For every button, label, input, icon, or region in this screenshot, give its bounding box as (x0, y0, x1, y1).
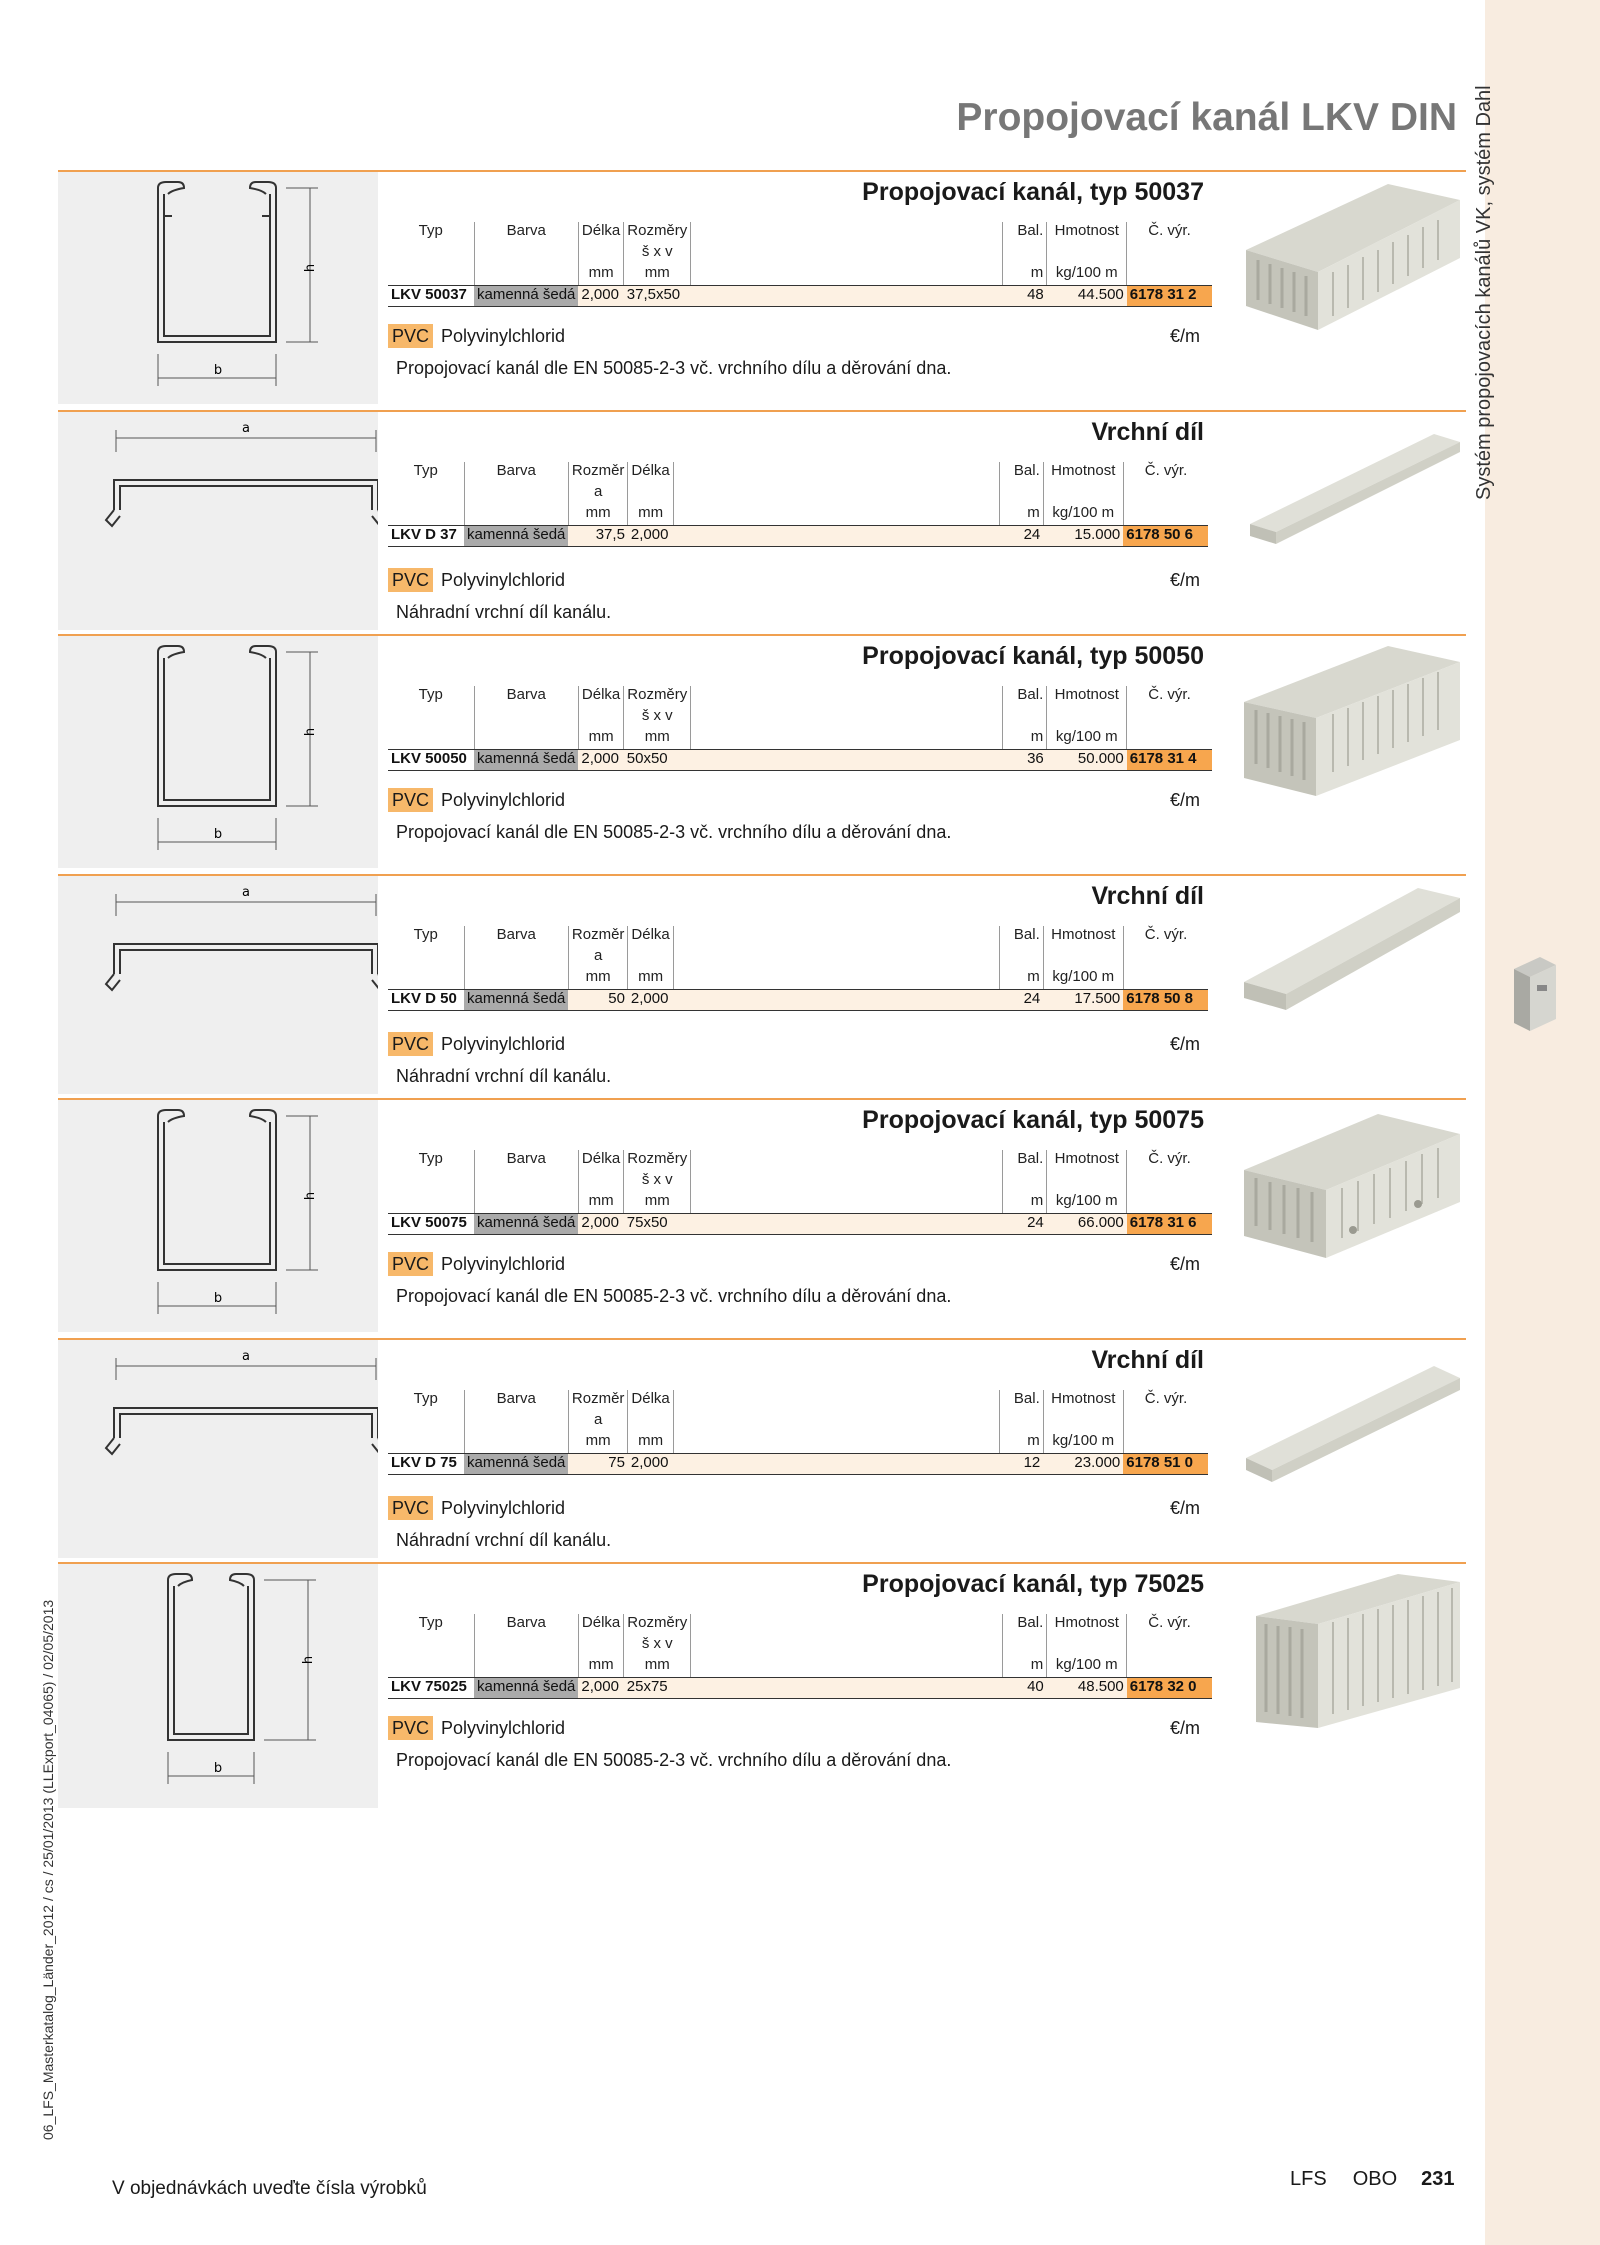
section-title: Propojovací kanál, typ 75025 (862, 1570, 1204, 1598)
spec-table: Typ Barva Rozměr Délka Bal. Hmotnost Č. výr. a mm mm m kg/100 m LKV D 37 kamenná šedá 37,5 2,000 24 15.000 6178 50 6 (388, 462, 1208, 547)
price-unit: €/m (1170, 570, 1201, 590)
dimension-b-label: b (213, 363, 223, 378)
hdr-delka: Délka (578, 222, 623, 243)
product-photo-channel (1238, 180, 1466, 338)
svg-text:h: h (301, 1655, 316, 1665)
price-unit: €/m (1170, 326, 1201, 346)
cover-drawing (58, 412, 378, 630)
svg-text:b: b (213, 827, 223, 842)
footer-note: V objednávkách uveďte čísla výrobků (112, 2178, 427, 2199)
hdr-bal: Bal. (1003, 222, 1047, 243)
cover-drawing (58, 1340, 378, 1558)
table-row: LKV 50037 kamenná šedá 2,000 37,5x50 48 44.500 6178 31 2 (388, 285, 1212, 306)
material-line: PVC Polyvinylchlorid (388, 570, 565, 591)
section-cover-d75 (58, 1338, 1466, 1560)
price-unit: €/m (1170, 1034, 1201, 1054)
pvc-tag: PVC (388, 324, 433, 348)
channel-drawing (58, 1564, 378, 1808)
price-unit: €/m (1170, 1498, 1201, 1518)
material-line: PVC Polyvinylchlorid (388, 790, 565, 811)
spec-table: Typ Barva Délka Rozměry Bal. Hmotnost Č. výr. š x v mm mm m kg/100 m LKV 50075 kamenná šedá 2,000 75x50 24 66.000 6178 31 6 (388, 1150, 1212, 1235)
price-unit: €/m (1170, 1254, 1201, 1274)
material-line: PVC Polyvinylchlorid (388, 1718, 565, 1739)
section-description: Propojovací kanál dle EN 50085-2-3 vč. vrchního dílu a děrování dna. (396, 358, 952, 378)
side-chapter-text: Systém propojovacích kanálů VK, systém Dahl (1473, 85, 1495, 500)
spec-table: Typ Barva Délka Rozměry Bal. Hmotnost Č. výr. š x v mm mm m kg/100 m LKV 50037 kamenná šedá 2,000 37,5x50 48 44.500 6178 31 2 (388, 222, 1212, 307)
table-row: LKV 50050 kamenná šedá 2,000 50x50 36 50.000 6178 31 4 (388, 749, 1212, 770)
material-line: PVC Polyvinylchlorid (388, 326, 565, 347)
section-description: Náhradní vrchní díl kanálu. (396, 1066, 612, 1086)
table-row: LKV D 50 kamenná šedá 50 2,000 24 17.500 6178 50 8 (388, 989, 1208, 1010)
hdr-barva: Barva (474, 222, 578, 243)
section-channel-50075 (58, 1098, 1466, 1336)
channel-drawing (58, 1100, 378, 1332)
spec-table: Typ Barva Délka Rozměry Bal. Hmotnost Č. výr. š x v mm mm m kg/100 m LKV 75025 kamenná šedá 2,000 25x75 40 48.500 6178 32 0 (388, 1614, 1212, 1699)
spec-table: Typ Barva Rozměr Délka Bal. Hmotnost Č. výr. a mm mm m kg/100 m LKV D 50 kamenná šedá 50 2,000 24 17.500 6178 50 8 (388, 926, 1208, 1011)
spec-table: Typ Barva Délka Rozměry Bal. Hmotnost Č. výr. š x v mm mm m kg/100 m LKV 50050 kamenná šedá 2,000 50x50 36 50.000 6178 31 4 (388, 686, 1212, 771)
svg-text:h: h (303, 727, 318, 737)
page-number: 231 (1421, 2168, 1455, 2190)
section-title: Vrchní díl (1091, 1346, 1204, 1374)
section-title: Vrchní díl (1091, 882, 1204, 910)
table-row: LKV 75025 kamenná šedá 2,000 25x75 40 48.500 6178 32 0 (388, 1677, 1212, 1698)
material-line: PVC Polyvinylchlorid (388, 1254, 565, 1275)
svg-text:b: b (213, 1761, 223, 1776)
product-photo-cover (1238, 1348, 1466, 1506)
catalog-meta-text: 06_LFS_Masterkatalog_Länder_2012 / cs / 25/01/2013 (LLExport_04065) / 02/05/2013 (40, 1599, 56, 2140)
channel-drawing (58, 172, 378, 404)
section-description: Náhradní vrchní díl kanálu. (396, 602, 612, 622)
svg-text:a: a (242, 885, 250, 900)
page-title: Propojovací kanál LKV DIN (956, 96, 1457, 139)
svg-text:a: a (242, 1349, 250, 1364)
product-photo-channel (1238, 1572, 1466, 1742)
hdr-typ: Typ (418, 222, 443, 239)
product-photo-cover (1238, 884, 1466, 1042)
footer-obo: OBO (1352, 2168, 1398, 2190)
footer-brand (1290, 2168, 1455, 2191)
spec-table: Typ Barva Rozměr Délka Bal. Hmotnost Č. výr. a mm mm m kg/100 m LKV D 75 kamenná šedá 75 2,000 12 23.000 6178 51 0 (388, 1390, 1208, 1475)
footer-lfs: LFS (1290, 2168, 1327, 2190)
table-row: LKV D 37 kamenná šedá 37,5 2,000 24 15.000 6178 50 6 (388, 525, 1208, 546)
material-line: PVC Polyvinylchlorid (388, 1498, 565, 1519)
hdr-rozmery: Rozměry (624, 222, 691, 243)
section-title: Propojovací kanál, typ 50075 (862, 1106, 1204, 1134)
section-title: Vrchní díl (1091, 418, 1204, 446)
price-unit: €/m (1170, 1718, 1201, 1738)
section-description: Propojovací kanál dle EN 50085-2-3 vč. vrchního dílu a děrování dna. (396, 1286, 952, 1306)
chapter-thumbnail (1510, 955, 1558, 1033)
cover-drawing (58, 876, 378, 1094)
price-unit: €/m (1170, 790, 1201, 810)
svg-text:h: h (303, 1191, 318, 1201)
product-photo-cover (1238, 420, 1466, 578)
dimension-a-label: a (242, 421, 250, 436)
table-row: LKV D 75 kamenná šedá 75 2,000 12 23.000 6178 51 0 (388, 1453, 1208, 1474)
section-description: Náhradní vrchní díl kanálu. (396, 1530, 612, 1550)
material-line: PVC Polyvinylchlorid (388, 1034, 565, 1055)
side-band (1485, 0, 1600, 2245)
product-photo-channel (1238, 1108, 1466, 1266)
table-row: LKV 50075 kamenná šedá 2,000 75x50 24 66.000 6178 31 6 (388, 1213, 1212, 1234)
section-title: Propojovací kanál, typ 50050 (862, 642, 1204, 670)
section-description: Propojovací kanál dle EN 50085-2-3 vč. vrchního dílu a děrování dna. (396, 1750, 952, 1770)
dimension-h-label: h (303, 263, 318, 273)
section-channel-50037 (58, 170, 1466, 408)
section-cover-d50 (58, 874, 1466, 1096)
product-photo-channel (1238, 644, 1466, 802)
section-title: Propojovací kanál, typ 50037 (862, 178, 1204, 206)
section-cover-d37 (58, 410, 1466, 632)
section-channel-75025 (58, 1562, 1466, 1810)
section-description: Propojovací kanál dle EN 50085-2-3 vč. vrchního dílu a děrování dna. (396, 822, 952, 842)
channel-drawing (58, 636, 378, 868)
section-channel-50050 (58, 634, 1466, 872)
hdr-sub: š x v (624, 243, 691, 264)
hdr-hmotnost: Hmotnost (1047, 222, 1127, 243)
svg-text:b: b (213, 1291, 223, 1306)
hdr-cislo: Č. výr. (1127, 222, 1212, 243)
